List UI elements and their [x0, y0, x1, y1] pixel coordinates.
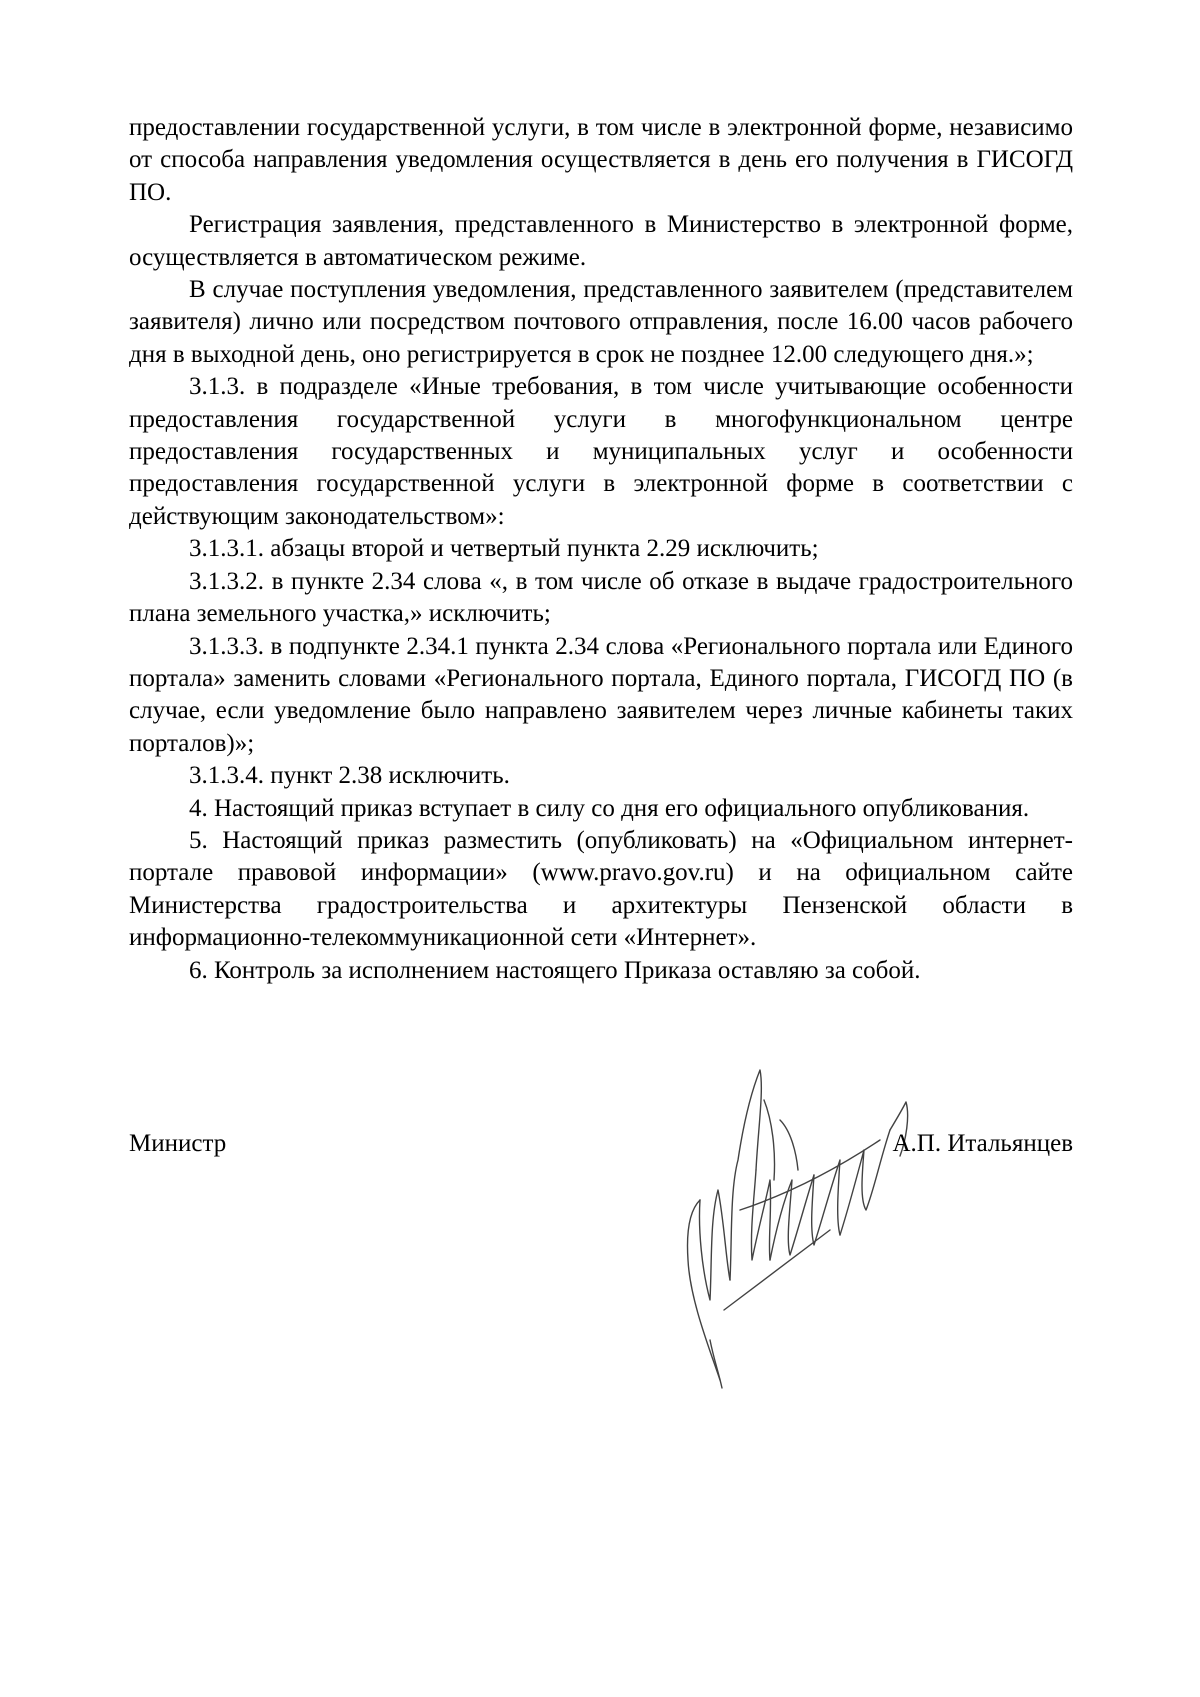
paragraph-8: 3.1.3.4. пункт 2.38 исключить.	[189, 762, 510, 790]
paragraph-11: 6. Контроль за исполнением настоящего Приказа оставляю за собой.	[189, 956, 921, 984]
paragraph-4: 3.1.3. в подразделе «Иные требования, в том числе учитывающие особенности предоставления государственной услуги в многофункциональном центре предоставления государственных и муниципальных услуг и особенности предоставления государственной услуги в электронной форме в соответствии с действующим законодательством»:	[129, 373, 1073, 530]
paragraph-7: 3.1.3.3. в подпункте 2.34.1 пункта 2.34 слова «Регионального портала или Единого портала» заменить словами «Регионального портала, Единого портала, ГИСОГД ПО (в случае, если уведомление было направлено заявителем через личные кабинеты таких порталов)»;	[129, 632, 1073, 757]
paragraph-1: предоставлении государственной услуги, в том числе в электронной форме, независимо от способа направления уведомления осуществляется в день его получения в ГИСОГД ПО.	[129, 114, 1073, 206]
signer-position: Министр	[129, 1130, 227, 1157]
paragraph-6: 3.1.3.2. в пункте 2.34 слова «, в том числе об отказе в выдаче градостроительного плана земельного участка,» исключить;	[129, 567, 1073, 628]
paragraph-3: В случае поступления уведомления, представленного заявителем (представителем заявителя) лично или посредством почтового отправления, после 16.00 часов рабочего дня в выходной день, оно регистрируется в срок не позднее 12.00 следующего дня.»;	[129, 276, 1073, 368]
document-body	[129, 112, 1073, 987]
paragraph-10: 5. Настоящий приказ разместить (опубликовать) на «Официальном интернет-портале правовой информации» (www.pravo.gov.ru) и на официальном сайте Министерства градостроительства и архитектуры Пензенской области в информационно-телекоммуникационной сети «Интернет».	[129, 826, 1073, 952]
paragraph-5: 3.1.3.1. абзацы второй и четвертый пункта 2.29 исключить;	[189, 535, 819, 563]
handwritten-signature	[680, 1060, 930, 1390]
paragraph-2: Регистрация заявления, представленного в Министерство в электронной форме, осуществляется в автоматическом режиме.	[129, 211, 1073, 271]
paragraph-9: 4. Настоящий приказ вступает в силу со дня его официального опубликования.	[189, 794, 1030, 822]
signer-name: А.П. Итальянцев	[892, 1130, 1073, 1157]
